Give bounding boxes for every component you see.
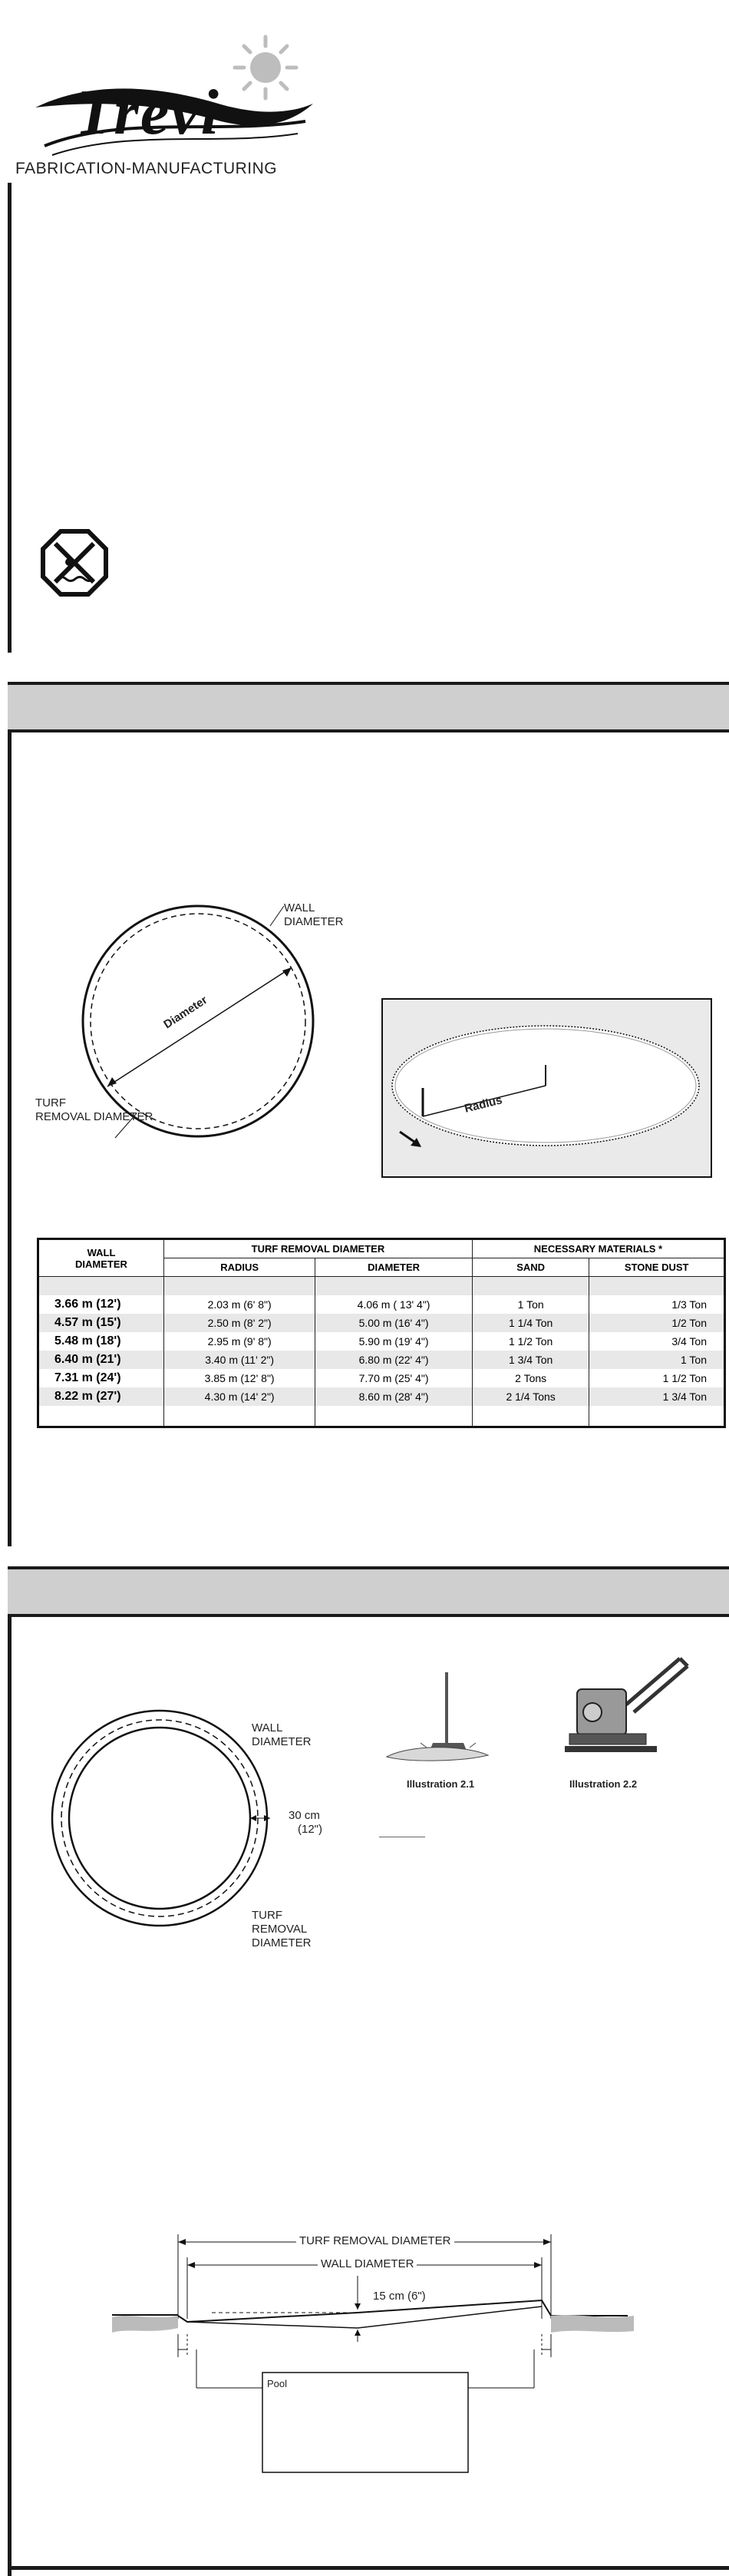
fig3-pool-label: Pool [267, 2378, 288, 2389]
section-rule [8, 1617, 12, 2576]
no-diving-warning-icon [40, 528, 109, 597]
turf-offset-figure [46, 1705, 276, 1935]
bottom-rule [8, 2566, 729, 2570]
fig3-wall-diameter-label: WALL DIAMETER [318, 2257, 417, 2271]
illustration-2-1-caption: Illustration 2.1 [407, 1778, 475, 1790]
sun-icon [235, 37, 296, 98]
fig1-turf-removal-label: TURF REMOVAL DIAMETER [35, 1096, 153, 1123]
fig2-turf-removal-label: TURF REMOVAL DIAMETER [252, 1909, 312, 1949]
radius-figure [381, 998, 712, 1178]
table-row: 5.48 m (18') 2.95 m (9' 8") 5.90 m (19' 4") 1 1/2 Ton 3/4 Ton [38, 1332, 725, 1351]
col-diameter: DIAMETER [315, 1258, 473, 1277]
fig2-wall-diameter-label: WALL DIAMETER [252, 1721, 312, 1748]
section-rule [8, 732, 12, 1546]
table-row: 6.40 m (21') 3.40 m (11' 2") 6.80 m (22' 4") 1 3/4 Ton 1 Ton [38, 1351, 725, 1369]
illustration-2-2-caption: Illustration 2.2 [569, 1778, 638, 1790]
table-row: 3.66 m (12') 2.03 m (6' 8") 4.06 m ( 13' 4") 1 Ton 1/3 Ton [38, 1295, 725, 1314]
table-spacer-row [38, 1406, 725, 1427]
table-spacer-row [38, 1277, 725, 1296]
section-header-1 [8, 682, 729, 732]
col-group-materials: NECESSARY MATERIALS * [472, 1239, 724, 1258]
col-radius: RADIUS [164, 1258, 315, 1277]
logo-tagline: FABRICATION-MANUFACTURING [15, 160, 278, 177]
fig3-turf-removal-label: TURF REMOVAL DIAMETER [296, 2234, 454, 2248]
col-wall-diameter: WALL DIAMETER [38, 1239, 164, 1277]
fig1-wall-diameter-label: WALL DIAMETER [284, 901, 344, 928]
table-row: 8.22 m (27') 4.30 m (14' 2") 8.60 m (28' 4") 2 1/4 Tons 1 3/4 Ton [38, 1387, 725, 1406]
hand-tamper-illustration [379, 1665, 494, 1772]
table-row: 4.57 m (15') 2.50 m (8' 2") 5.00 m (16' 4") 1 1/4 Ton 1/2 Ton [38, 1314, 725, 1332]
fig1-radius-label: Radius [463, 1093, 504, 1116]
fig3-depth-label: 15 cm (6") [373, 2290, 426, 2303]
table-row: 7.31 m (24') 3.85 m (12' 8") 7.70 m (25' 4") 2 Tons 1 1/2 Ton [38, 1369, 725, 1387]
col-group-turf: TURF REMOVAL DIAMETER [164, 1239, 473, 1258]
col-stone-dust: STONE DUST [589, 1258, 725, 1277]
fig1-diameter-label: Diameter [161, 993, 210, 1032]
section-rule [8, 183, 12, 653]
materials-table [37, 1238, 726, 1428]
fig2-offset-label: 30 cm (12") [289, 1809, 322, 1836]
section-header-2 [8, 1566, 729, 1617]
col-sand: SAND [472, 1258, 589, 1277]
brand-wordmark: Trevi [75, 77, 220, 148]
plate-compactor-illustration [557, 1651, 695, 1774]
